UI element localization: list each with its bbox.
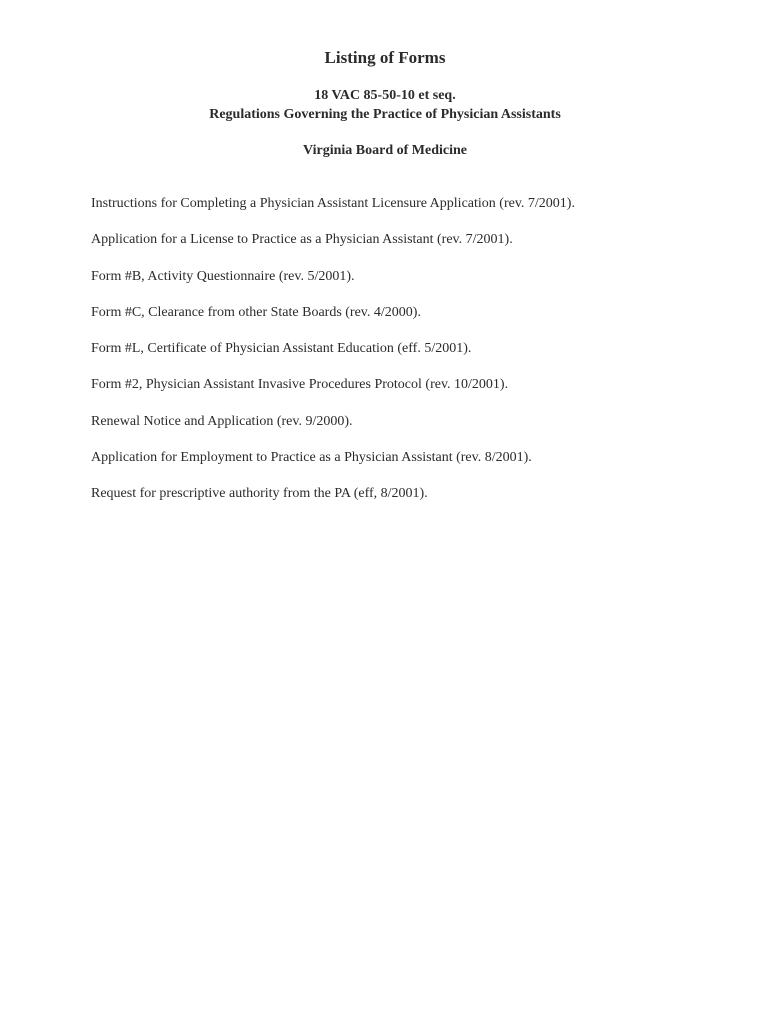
form-item: Form #2, Physician Assistant Invasive Procedures Protocol (rev. 10/2001). bbox=[91, 377, 509, 393]
form-item: Form #B, Activity Questionnaire (rev. 5/2001). bbox=[91, 268, 355, 284]
form-item: Form #L, Certificate of Physician Assistant Education (eff. 5/2001). bbox=[91, 341, 472, 357]
form-item: Application for Employment to Practice as a Physician Assistant (rev. 8/2001). bbox=[91, 450, 532, 466]
form-item: Renewal Notice and Application (rev. 9/2000). bbox=[91, 413, 353, 429]
regulation-title: Regulations Governing the Practice of Physician Assistants bbox=[209, 107, 561, 122]
form-item: Application for a License to Practice as a Physician Assistant (rev. 7/2001). bbox=[91, 232, 513, 248]
form-item: Form #C, Clearance from other State Boards (rev. 4/2000). bbox=[91, 304, 421, 320]
form-item: Instructions for Completing a Physician Assistant Licensure Application (rev. 7/2001). bbox=[91, 196, 575, 211]
form-item: Request for prescriptive authority from the PA (eff, 8/2001). bbox=[91, 486, 428, 502]
page-title: Listing of Forms bbox=[324, 48, 446, 67]
forms-list bbox=[91, 195, 731, 522]
board-name: Virginia Board of Medicine bbox=[303, 143, 467, 158]
regulation-code: 18 VAC 85-50-10 et seq. bbox=[314, 88, 456, 103]
